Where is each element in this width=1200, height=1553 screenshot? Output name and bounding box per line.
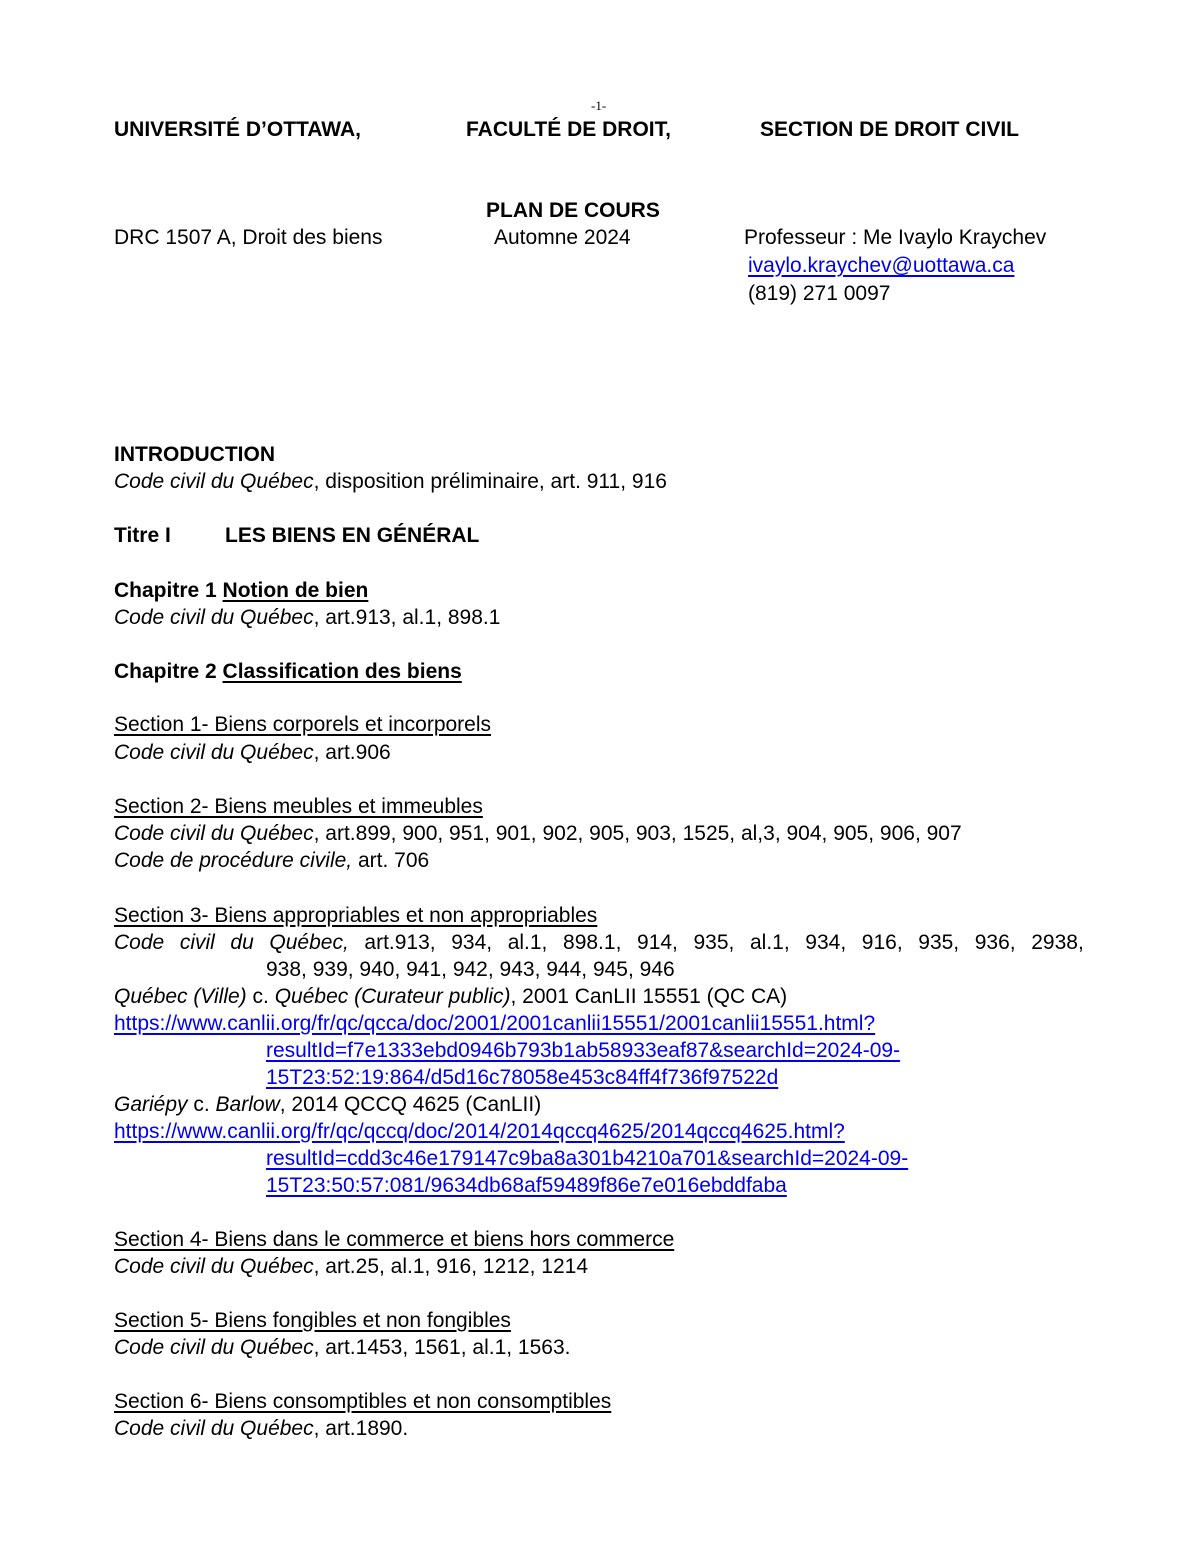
chapitre-name: Notion de bien: [222, 579, 369, 602]
article-word: 914,: [637, 931, 678, 954]
case-2-url-line-1[interactable]: https://www.canlii.org/fr/qc/qccq/doc/2014/2014qccq4625/2014qccq4625.html?: [114, 1120, 845, 1143]
code-name: Code civil du Québec: [114, 606, 314, 629]
chapitre-label: Chapitre 1: [114, 579, 223, 602]
case-reference: , 2001 CanLII 15551 (QC CA): [510, 985, 788, 1008]
articles: , art.906: [313, 741, 391, 764]
section-1-reference: [114, 742, 391, 763]
professor-email-link[interactable]: ivaylo.kraychev@uottawa.ca: [748, 254, 1015, 277]
course-code: DRC 1507 A, Droit des biens: [114, 226, 383, 249]
section-2-heading: Section 2- Biens meubles et immeubles: [114, 795, 483, 818]
chapitre-1-heading: [114, 580, 368, 601]
articles: , art.1453, 1561, al.1, 1563.: [313, 1336, 571, 1359]
section-3-heading: Section 3- Biens appropriables et non appropriables: [114, 904, 598, 927]
chapitre-label: Chapitre 2: [114, 660, 223, 683]
case-2-url-line-3[interactable]: 15T23:50:57:081/9634db68af59489f86e7e016ebddfaba: [266, 1174, 787, 1197]
article-word: 898.1,: [563, 931, 622, 954]
chapitre-name: Classification des biens: [222, 660, 462, 683]
article-word: 936,: [974, 931, 1016, 954]
article-word: 2938,: [1031, 931, 1084, 954]
code-word: Code: [114, 931, 165, 954]
case-sep: c.: [187, 1093, 216, 1116]
cpc-articles: art. 706: [352, 849, 430, 872]
case-1-url-line-3[interactable]: 15T23:52:19:864/d5d16c78058e453c84ff4f736f97522d: [266, 1066, 779, 1089]
section-4-reference: [114, 1256, 588, 1277]
header-faculty: FACULTÉ DE DROIT,: [466, 118, 671, 141]
code-word: civil: [179, 931, 215, 954]
case-reference: , 2014 QCCQ 4625 (CanLII): [279, 1093, 542, 1116]
code-name: Code civil du Québec: [114, 1417, 314, 1440]
code-name: Code civil du Québec: [114, 741, 314, 764]
section-5-heading: Section 5- Biens fongibles et non fongibles: [114, 1309, 511, 1332]
header-section: SECTION DE DROIT CIVIL: [760, 118, 1020, 141]
section-3-reference-justified: [114, 932, 1084, 953]
section-3-articles-continued: 938, 939, 940, 941, 942, 943, 944, 945, 946: [266, 958, 675, 981]
article-word: al.1,: [749, 931, 790, 954]
page-title: PLAN DE COURS: [486, 199, 660, 222]
professor-phone: (819) 271 0097: [748, 282, 891, 305]
section-2-cpc-reference: [114, 850, 429, 871]
article-word: 934,: [805, 931, 847, 954]
articles: , art.25, al.1, 916, 1212, 1214: [313, 1255, 588, 1278]
header-university: UNIVERSITÉ D’OTTAWA,: [114, 118, 361, 141]
case-2-citation: [114, 1094, 541, 1115]
case-1-url-line-1[interactable]: https://www.canlii.org/fr/qc/qcca/doc/2001/2001canlii15551/2001canlii15551.html?: [114, 1012, 876, 1035]
course-professor: Professeur : Me Ivaylo Kraychev: [744, 226, 1047, 249]
chapitre-1-reference: [114, 607, 500, 628]
code-name: Code civil du Québec: [114, 1255, 314, 1278]
article-word: art.913,: [364, 931, 436, 954]
article-word: 935,: [693, 931, 735, 954]
articles: , art.899, 900, 951, 901, 902, 905, 903, 1525, al,3, 904, 905, 906, 907: [313, 822, 962, 845]
section-6-heading: Section 6- Biens consomptibles et non consomptibles: [114, 1390, 612, 1413]
course-term: Automne 2024: [494, 226, 631, 249]
article-word: al.1,: [507, 931, 548, 954]
articles: , art.1890.: [313, 1417, 409, 1440]
page-number: -1-: [591, 98, 607, 113]
introduction-reference: [114, 471, 667, 492]
section-4-heading: Section 4- Biens dans le commerce et biens hors commerce: [114, 1228, 675, 1251]
section-1-heading: Section 1- Biens corporels et incorporels: [114, 713, 492, 736]
introduction-heading: INTRODUCTION: [114, 443, 275, 466]
cpc-name: Code de procédure civile,: [114, 849, 353, 872]
code-name: Code civil du Québec: [114, 470, 314, 493]
code-word-last: [269, 932, 348, 953]
articles: , art.913, al.1, 898.1: [313, 606, 501, 629]
case-2-url-line-2[interactable]: resultId=cdd3c46e179147c9ba8a301b4210a701&searchId=2024-09-: [266, 1147, 909, 1170]
chapitre-2-heading: [114, 661, 462, 682]
section-6-reference: [114, 1418, 408, 1439]
articles: , disposition préliminaire, art. 911, 916: [313, 470, 667, 493]
party-1: Québec (Ville): [114, 985, 247, 1008]
titre-name: LES BIENS EN GÉNÉRAL: [225, 524, 480, 547]
section-5-reference: [114, 1337, 571, 1358]
party-2: Barlow: [215, 1093, 280, 1116]
party-2: Québec (Curateur public): [274, 985, 511, 1008]
code-name: Code civil du Québec: [114, 1336, 314, 1359]
party-1: Gariépy: [114, 1093, 188, 1116]
article-word: 934,: [451, 931, 493, 954]
code-word: du: [230, 931, 254, 954]
titre-label: Titre I: [114, 524, 171, 547]
code-name: Code civil du Québec: [114, 822, 314, 845]
article-word: 916,: [861, 931, 903, 954]
article-word: 935,: [918, 931, 960, 954]
case-sep: c.: [246, 985, 275, 1008]
code-word: Québec,: [269, 931, 349, 954]
case-1-url-line-2[interactable]: resultId=f7e1333ebd0946b793b1ab58933eaf87&searchId=2024-09-: [266, 1039, 901, 1062]
section-2-reference: [114, 823, 962, 844]
case-1-citation: [114, 986, 787, 1007]
